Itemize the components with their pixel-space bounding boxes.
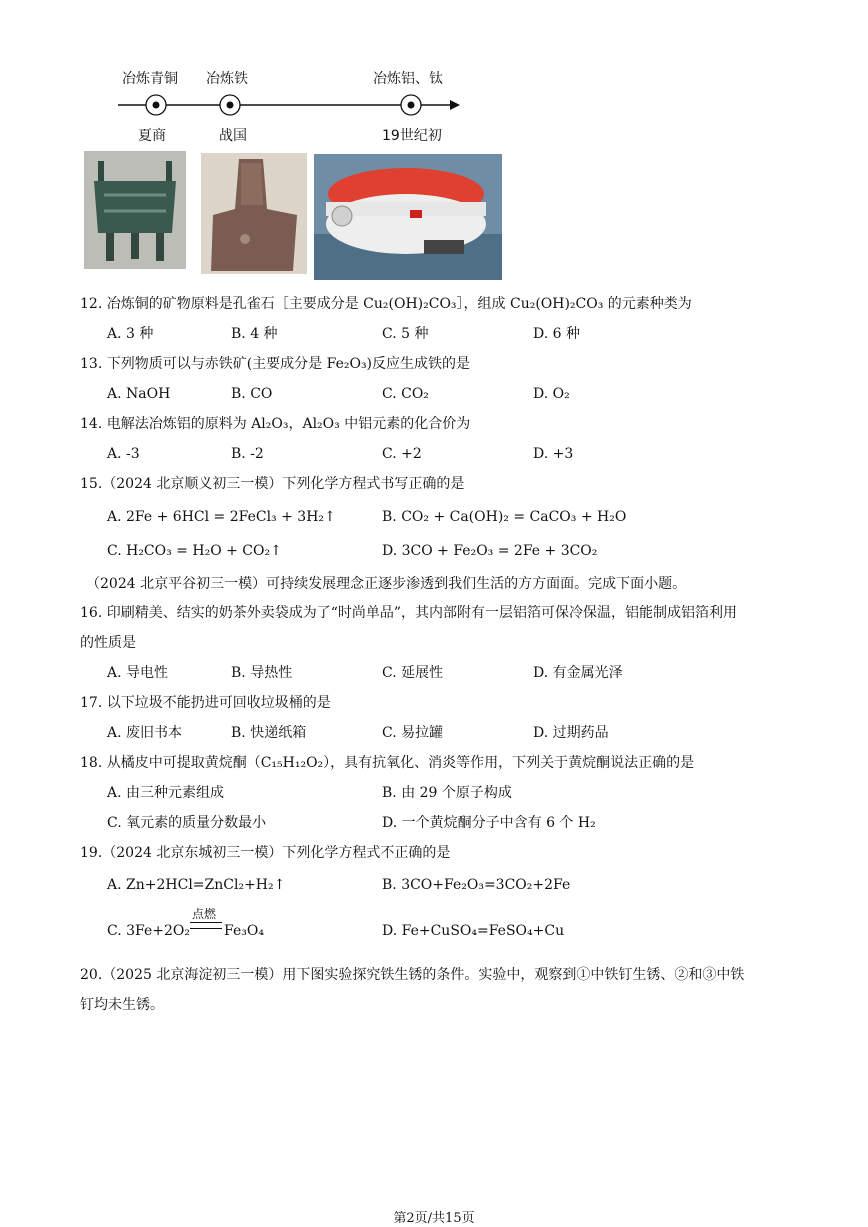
option-d: D. 3CO + Fe₂O₃ = 2Fe + 3CO₂ [382,543,598,559]
option-d: D. 过期药品 [533,725,609,741]
equals-sign [190,922,222,929]
option-c: C. CO₂ [382,386,429,402]
question-15: 15.（2024 北京顺义初三一模）下列化学方程式书写正确的是 [80,476,465,492]
timeline-period: 19世纪初 [382,128,442,144]
timeline-period: 夏商 [138,128,166,144]
question-16: 16. 印刷精美、结实的奶茶外卖袋成为了“时尚单品”，其内部附有一层铝箔可保冷保温，铝能制成铝箔利用 [80,605,738,621]
option-c: C. +2 [382,446,422,462]
reaction-condition: 点燃 [192,907,217,921]
question-18: 18. 从橘皮中可提取黄烷酮（C₁₅H₁₂O₂），具有抗氧化、消炎等作用，下列关于黄烷酮说法正确的是 [80,755,695,771]
option-b: B. 3CO+Fe₂O₃=3CO₂+2Fe [382,877,571,893]
option-d: D. +3 [533,446,574,462]
question-20: 20.（2025 北京海淀初三一模）用下图实验探究铁生锈的条件。实验中，观察到①中铁钉生锈、②和③中铁 [80,967,745,983]
iron-tool-photo [201,153,307,274]
timeline-period: 战国 [219,128,247,144]
option-d: D. Fe+CuSO₄=FeSO₄+Cu [382,923,565,939]
question-19: 19.（2024 北京东城初三一模）下列化学方程式不正确的是 [80,845,451,861]
question-17: 17. 以下垃圾不能扔进可回收垃圾桶的是 [80,695,331,711]
option-c: C. 延展性 [382,665,444,681]
option-b: B. CO [231,386,273,402]
section-intro: （2024 北京平谷初三一模）可持续发展理念正逐步渗透到我们生活的方方面面。完成下面小题。 [86,576,687,592]
option-b: B. 由 29 个原子构成 [382,785,512,801]
question-13: 13. 下列物质可以与赤铁矿(主要成分是 Fe₂O₃)反应生成铁的是 [80,356,471,372]
option-a: A. 导电性 [107,665,169,681]
option-b: B. 快递纸箱 [231,725,307,741]
option-b: B. 导热性 [231,665,293,681]
option-b: B. CO₂ + Ca(OH)₂ = CaCO₃ + H₂O [382,509,627,525]
option-c: C. 3Fe+2O₂ [107,923,190,939]
option-a: A. NaOH [107,386,171,402]
option-b: B. 4 种 [231,326,278,342]
option-d: D. O₂ [533,386,570,402]
reaction-product: Fe₃O₄ [224,923,264,939]
option-c: C. 易拉罐 [382,725,444,741]
option-b: B. -2 [231,446,264,462]
question-14: 14. 电解法冶炼铝的原料为 Al₂O₃，Al₂O₃ 中铝元素的化合价为 [80,416,471,432]
question-16-cont: 的性质是 [80,635,136,651]
option-d: D. 一个黄烷酮分子中含有 6 个 H₂ [382,815,596,831]
timeline-label: 冶炼铁 [206,71,248,87]
option-a: A. 3 种 [107,326,154,342]
option-d: D. 6 种 [533,326,580,342]
option-a: A. 2Fe + 6HCl = 2FeCl₃ + 3H₂↑ [107,509,336,525]
submersible-photo [314,154,502,280]
question-20-cont: 钉均未生锈。 [80,997,164,1013]
option-a: A. 由三种元素组成 [107,785,225,801]
option-c: C. 氧元素的质量分数最小 [107,815,267,831]
timeline-label: 冶炼铝、钛 [373,71,443,87]
option-d: D. 有金属光泽 [533,665,623,681]
page-footer: 第2页/共15页 [393,1211,475,1226]
timeline-label: 冶炼青铜 [122,71,178,87]
question-12: 12. 冶炼铜的矿物原料是孔雀石［主要成分是 Cu₂(OH)₂CO₃］，组成 Cu₂(OH)₂CO₃ 的元素种类为 [80,296,692,312]
option-a: A. Zn+2HCl=ZnCl₂+H₂↑ [107,877,286,893]
option-a: A. -3 [107,446,140,462]
option-a: A. 废旧书本 [107,725,183,741]
option-c: C. 5 种 [382,326,429,342]
option-c: C. H₂CO₃ = H₂O + CO₂↑ [107,543,282,559]
bronze-ding-photo [84,151,186,269]
